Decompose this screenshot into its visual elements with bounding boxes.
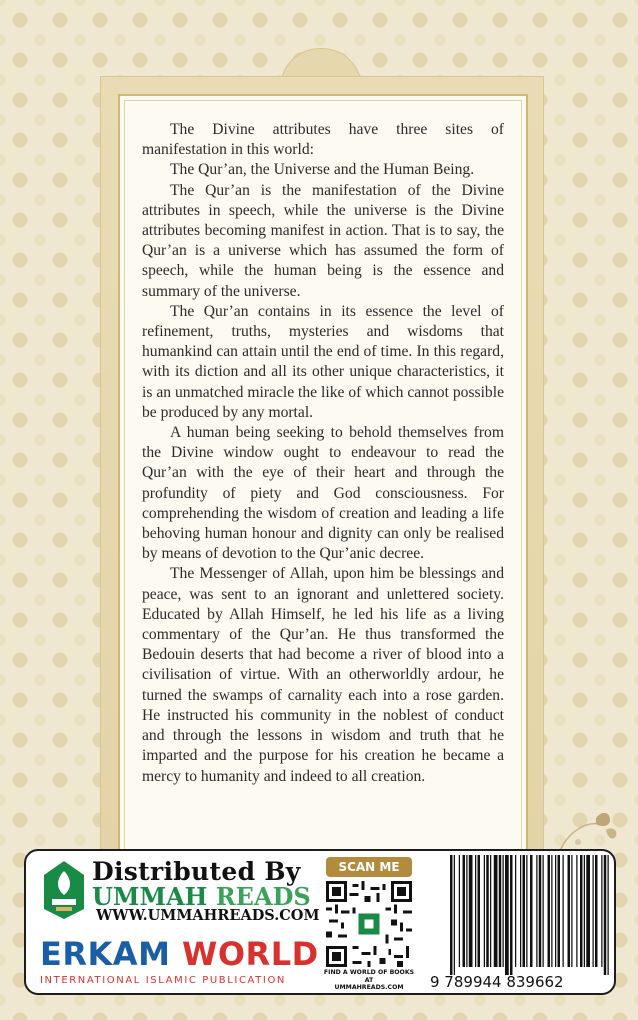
barcode-bar (523, 855, 526, 967)
barcode-bar (486, 855, 489, 967)
distributor-url[interactable]: WWW.UMMAHREADS.COM (96, 907, 320, 924)
publisher-tagline: INTERNATIONAL ISLAMIC PUBLICATION (40, 975, 287, 986)
barcode-bar (551, 855, 552, 967)
barcode-bar (593, 855, 594, 967)
isbn-digits: 9 789944 839662 (430, 973, 564, 991)
barcode-bar (505, 855, 509, 975)
barcode-bar (601, 855, 602, 967)
barcode-bar (530, 855, 533, 967)
body-text (142, 120, 504, 787)
ummah-reads-logo-icon (40, 859, 88, 921)
qr-caption-line-1: FIND A WORLD OF BOOKS AT (323, 969, 415, 984)
barcode-bar (526, 855, 527, 967)
barcode-bar (469, 855, 473, 967)
barcode-bar (580, 855, 583, 967)
barcode-bar (543, 855, 544, 967)
ummah-word: UMMAH (92, 882, 208, 911)
barcode-bar (490, 855, 491, 967)
reads-word: READS (215, 882, 311, 911)
barcode-bar (503, 855, 504, 967)
barcode-bar (548, 855, 551, 967)
barcode-bar (454, 855, 455, 975)
qr-caption-line-2: UMMAHREADS.COM (334, 984, 404, 991)
paragraph-4: The Qur’an contains in its essence the level of refinement, truths, mysteries and wisdoms that humankind can attain until the end of time. In this regard, with its diction and all its other unique characteristics, it is an unmatched miracle the like of which cannot possible be produced by any mortal. (142, 302, 504, 421)
barcode-bar (576, 855, 577, 967)
paragraph-2: The Qur’an, the Universe and the Human Being. (170, 161, 475, 179)
barcode-bar (539, 855, 542, 967)
qr-caption (320, 969, 418, 992)
barcode-bar (604, 855, 607, 975)
barcode-bar (536, 855, 537, 967)
barcode-bar (568, 855, 571, 967)
erkam-world-wordmark (40, 935, 319, 973)
distributed-by-heading: Distributed By (92, 857, 301, 886)
barcode-bar (466, 855, 467, 967)
distribution-panel (24, 849, 616, 995)
barcode-bar (555, 855, 556, 967)
barcode-bar (558, 855, 561, 967)
isbn-barcode (446, 853, 612, 975)
barcode-bar (475, 855, 476, 967)
barcode-bar (515, 855, 516, 967)
barcode-bar (478, 855, 481, 967)
paragraph-6: The Messenger of Allah, upon him be blessings and peace, was sent to an ignorant and unlettered society. Educated by Allah Himself, he led his life as a living commentary of the Qur’an. He thus transformed the Bedouin deserts that had become a river of blood into a civilisation of virtue. With an otherworldly ardour, he turned the swamps of carnality each into a rose garden. He instructed his community in the noblest of conduct and through the lessons in wisdom and truth that he imparted and the purpose for his creation he became a mercy to humanity and indeed to all creation. (142, 565, 504, 785)
erkam-word: ERKAM (40, 935, 171, 973)
barcode-bar (459, 855, 460, 967)
barcode-bar (563, 855, 564, 967)
barcode-bar (595, 855, 598, 967)
world-word: WORLD (182, 935, 319, 973)
paragraph-5: A human being seeking to behold themselves from the Divine window ought to endeavour to read the Qur’an with the eye of their heart and through the profundity of piety and God consciousness. For comprehending the wisdom of creation and leading a life behoving human honour and dignity can only be realised by means of devotion to the Qur’anic decree. (142, 424, 504, 563)
barcode-bar (484, 855, 485, 967)
paragraph-1: The Divine attributes have three sites of manifestation in this world: (142, 121, 504, 159)
barcode-bar (494, 855, 498, 967)
barcode-bar (584, 855, 585, 967)
barcode-bar (450, 855, 453, 975)
qr-code-icon[interactable] (326, 881, 412, 967)
barcode-bar (608, 855, 609, 975)
barcode-bar (463, 855, 466, 967)
scan-me-badge: SCAN ME (326, 857, 412, 877)
barcode-bar (571, 855, 572, 967)
paragraph-3: The Qur’an is the manifestation of the Divine attributes in speech, while the universe is the Divine attributes becoming manifest in action. That is to say, the Qur’an is a universe which has assumed the form of speech, while the human being is the essence and summary of the universe. (142, 181, 504, 300)
barcode-bar (499, 855, 502, 967)
barcode-bar (520, 855, 521, 967)
barcode-bar (586, 855, 590, 967)
barcode-bar (510, 855, 513, 975)
